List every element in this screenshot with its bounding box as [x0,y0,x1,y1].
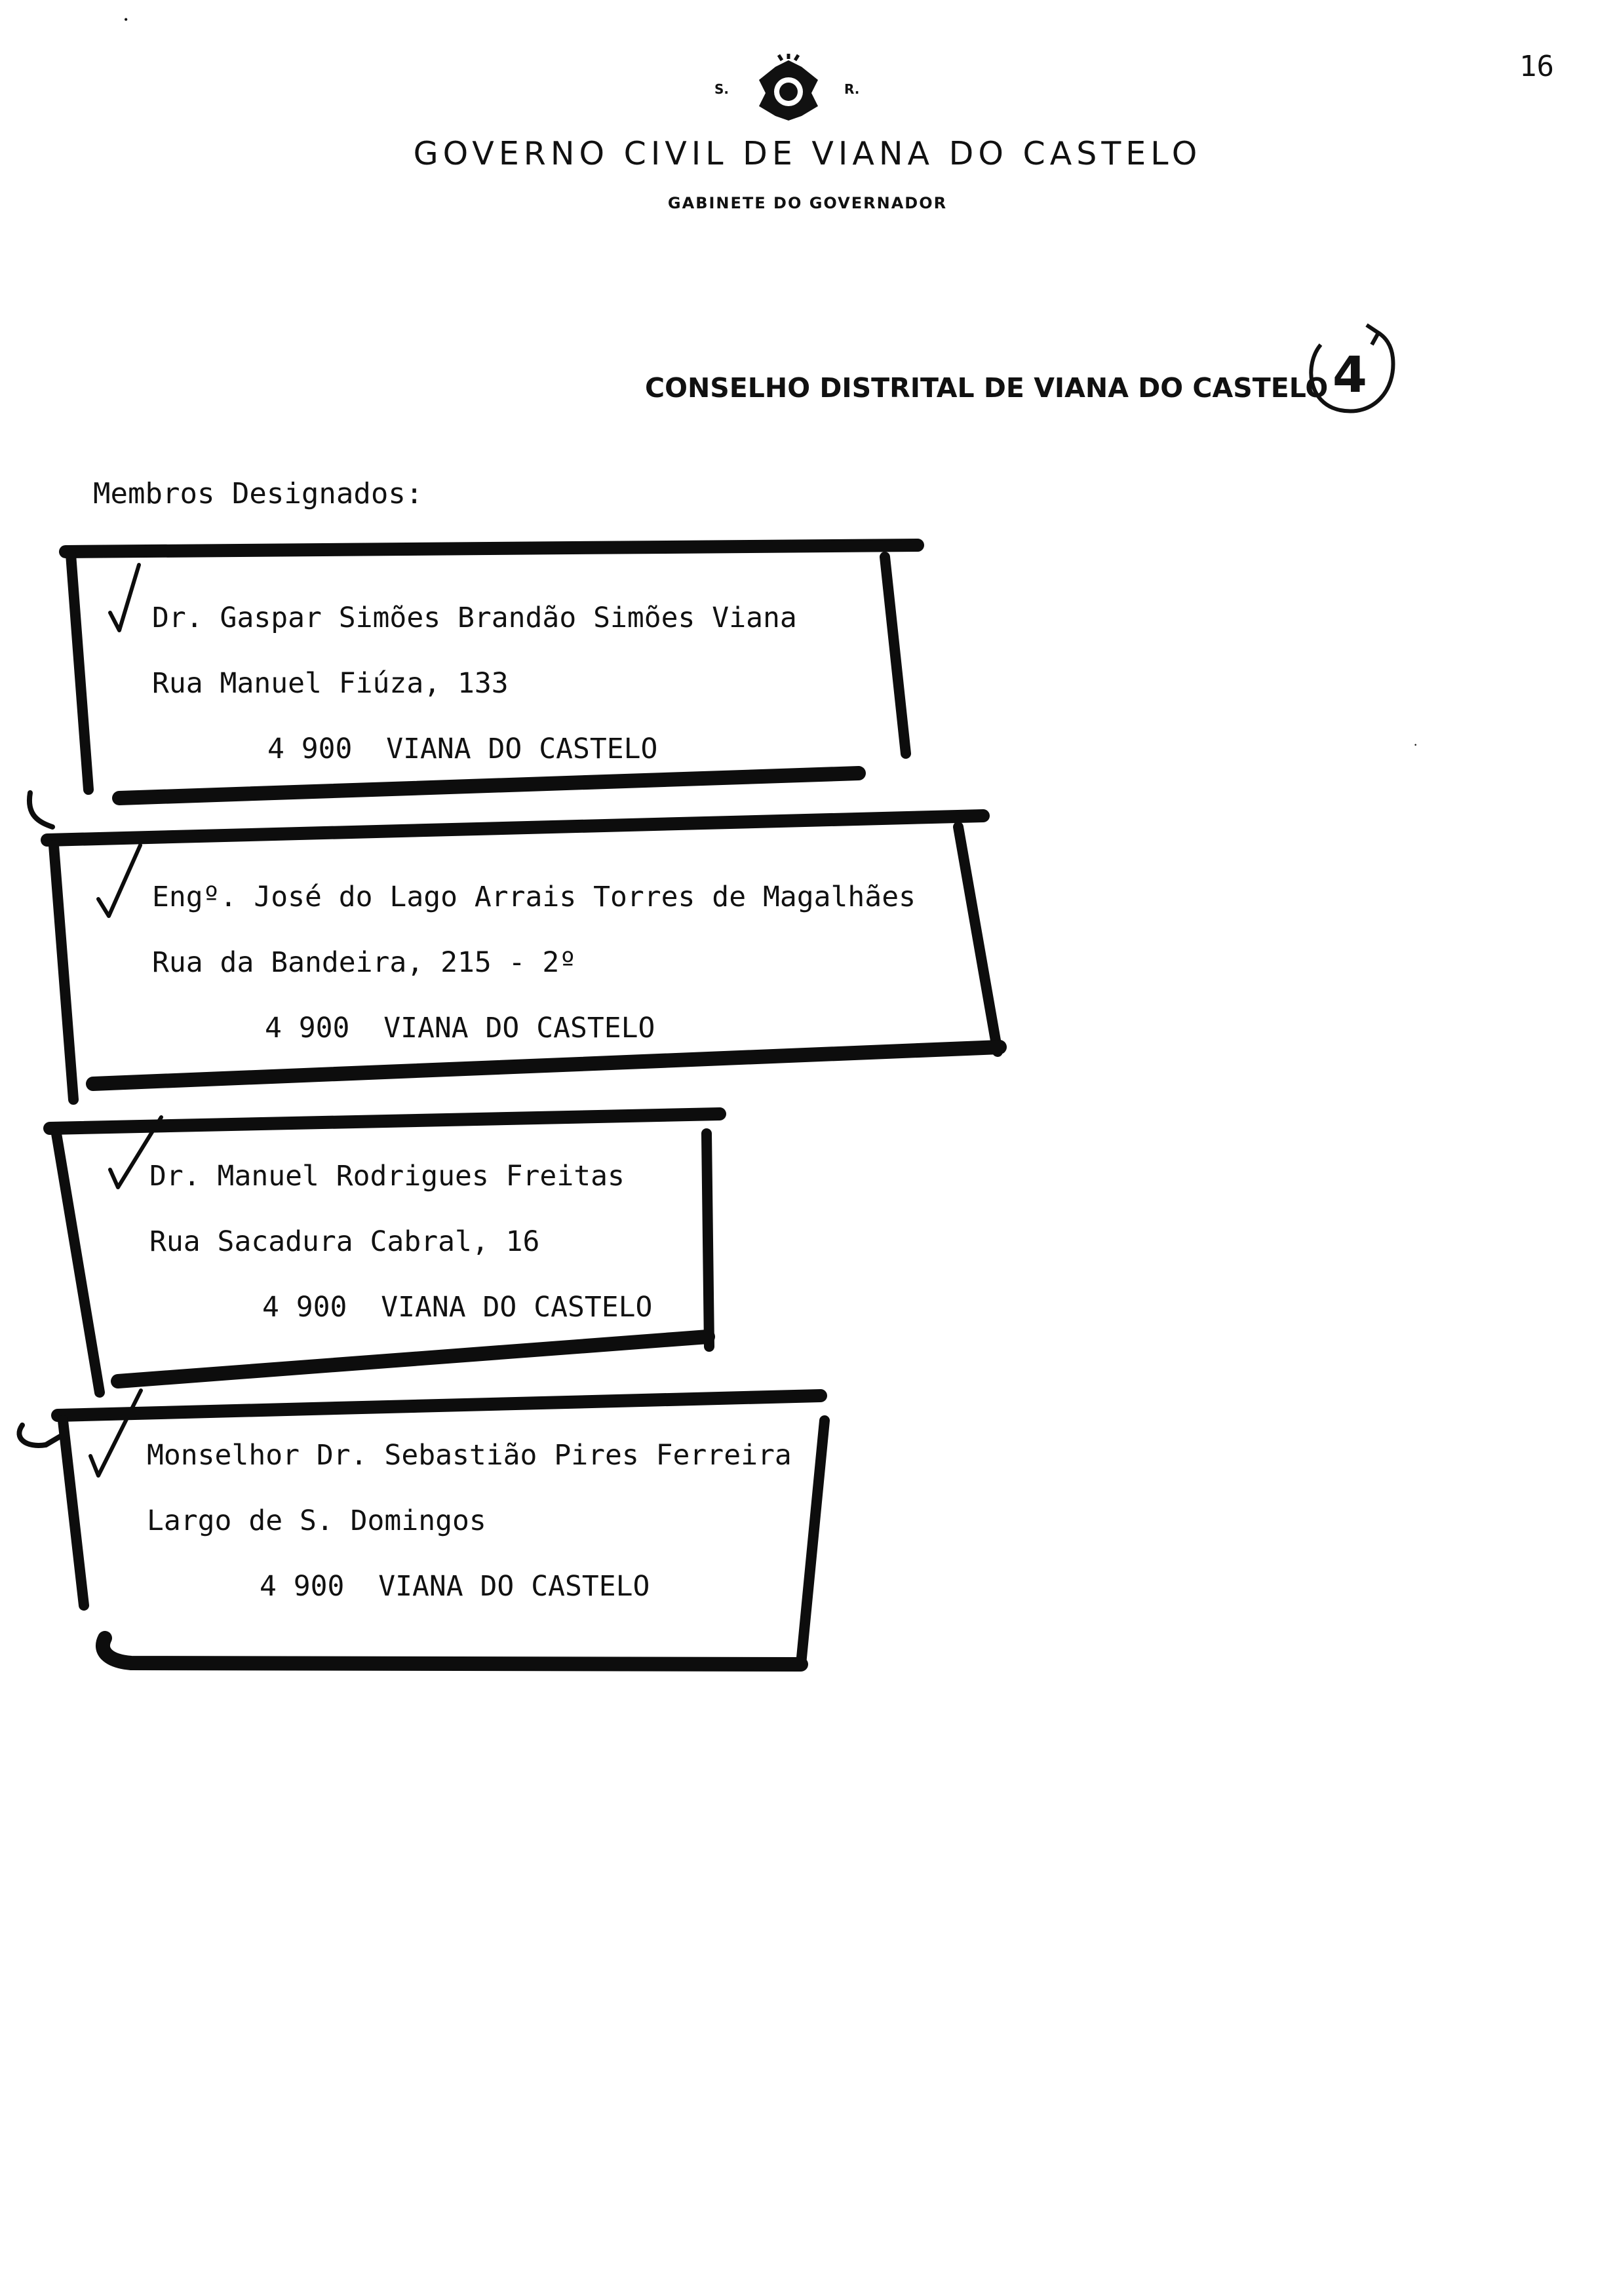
member-name: Dr. Manuel Rodrigues Freitas [149,1160,625,1193]
member-street: Rua da Bandeira, 215 - 2º [152,946,577,979]
council-title: CONSELHO DISTRITAL DE VIANA DO CASTELO [645,372,1329,404]
office-title: GOVERNO CIVIL DE VIANA DO CASTELO [413,135,1202,172]
member-street: Largo de S. Domingos [147,1504,486,1537]
member-city: 4 900 VIANA DO CASTELO [265,1012,655,1044]
member-city: 4 900 VIANA DO CASTELO [262,1291,653,1324]
member-street: Rua Manuel Fiúza, 133 [152,667,509,700]
crest-right-letter: R. [844,81,860,97]
handwritten-circled-number [1301,318,1399,423]
member-city: 4 900 VIANA DO CASTELO [260,1570,650,1603]
cabinet-subtitle: GABINETE DO GOVERNADOR [667,194,948,212]
checkmark-icon [90,565,161,1476]
member-street: Rua Sacadura Cabral, 16 [149,1225,540,1258]
handwritten-number: 4 [1333,345,1367,404]
scan-speck: · [1413,737,1418,753]
crest-left-letter: S. [714,81,730,97]
members-heading: Membros Designados: [93,477,423,510]
crest-icon [746,54,831,126]
member-city: 4 900 VIANA DO CASTELO [267,733,658,765]
page-number: 16 [1519,50,1554,83]
scan-speck: • [124,13,128,26]
member-name: Dr. Gaspar Simões Brandão Simões Viana [152,602,797,634]
member-name: Monselhor Dr. Sebastião Pires Ferreira [147,1439,792,1472]
member-name: Engº. José do Lago Arrais Torres de Magalhães [152,881,916,913]
